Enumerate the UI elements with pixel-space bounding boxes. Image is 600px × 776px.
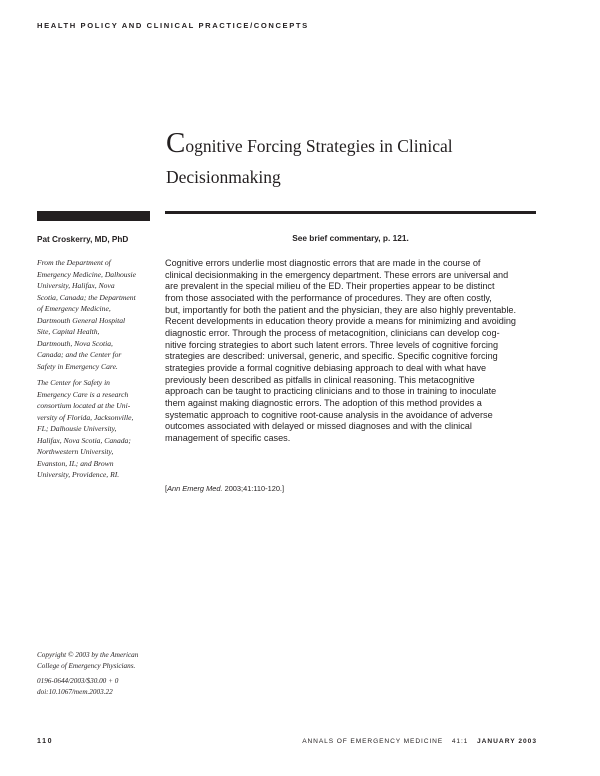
abstract-line: strategies are described: universal, generic, and specific. Specific cognitive forcing: [165, 351, 498, 362]
section-heading: HEALTH POLICY AND CLINICAL PRACTICE/CONCEPTS: [37, 21, 309, 30]
issn-line: 0196-0644/2003/$30.00 + 0: [37, 677, 119, 685]
affiliation-line: University, Providence, RI.: [37, 470, 120, 479]
commentary-note: See brief commentary, p. 121.: [292, 233, 409, 243]
copyright-notice: [37, 650, 157, 671]
affiliation-line: consortium located at the Uni-: [37, 401, 131, 410]
footer-journal: ANNALS OF EMERGENCY MEDICINE: [302, 738, 444, 745]
issn-doi: [37, 676, 118, 697]
affiliation-line: of Emergency Medicine,: [37, 304, 111, 313]
abstract-line: but, importantly for both the patient and the physician, they are also highly preventable.: [165, 304, 517, 315]
affiliation-line: versity of Florida, Jacksonville,: [37, 412, 134, 422]
abstract-line: clinical decisionmaking in the emergency department. These errors are universal and: [165, 269, 509, 280]
abstract-line: strategies provide a formal cognitive debiasing approach to deal with what have: [165, 362, 487, 373]
affiliation-line: Dartmouth General Hospital: [37, 315, 126, 325]
abstract-line: management of specific cases.: [165, 432, 291, 443]
footer-volume: 41:1: [451, 738, 469, 745]
citation: [165, 484, 284, 493]
page-number: 110: [37, 738, 54, 745]
affiliation-line: University, Halifax, Nova: [37, 281, 115, 290]
affiliation-line: Emergency Care is a research: [37, 389, 129, 399]
affiliation-line: Evanston, IL; and Brown: [37, 458, 114, 468]
abstract-line: them against making diagnostic errors. The adoption of this method provides a: [165, 397, 482, 408]
footer-date: JANUARY 2003: [476, 738, 537, 745]
citation-details: 2003;41:110-120.]: [222, 484, 285, 493]
running-footer: [302, 738, 537, 745]
affiliation-line: Emergency Medicine, Dalhousie: [37, 269, 137, 279]
affiliation-line: Canada; and the Center for: [37, 350, 122, 359]
title-line-1: [166, 129, 566, 162]
article-title: [166, 129, 566, 193]
title-rule: [165, 211, 536, 214]
center-affiliation: [37, 377, 153, 481]
affiliation-line: Safety in Emergency Care.: [37, 361, 118, 371]
abstract-line: diagnostic error. Through the process of metacognition, clinicians can develop cog-: [165, 327, 500, 338]
citation-journal: Ann Emerg Med.: [167, 484, 223, 493]
affiliation-line: Site, Capital Health,: [37, 327, 100, 336]
affiliation-line: FL; Dalhousie University,: [37, 424, 117, 433]
affiliation-line: The Center for Safety in: [37, 378, 110, 387]
left-column-bar: [37, 211, 150, 221]
doi-line: doi:10.1067/mem.2003.22: [37, 687, 113, 696]
abstract-line: from those associated with the performance of procedures. They are often costly,: [165, 292, 492, 303]
title-initial: C: [166, 127, 186, 159]
affiliation-line: Dartmouth, Nova Scotia,: [37, 338, 113, 348]
abstract-line: outcomes associated with delayed or missed diagnoses and with the clinical: [165, 421, 472, 432]
title-line-1-text: ognitive Forcing Strategies in Clinical: [185, 136, 453, 156]
abstract: [165, 258, 545, 445]
affiliation-line: Northwestern University,: [37, 447, 114, 456]
copyright-line: Copyright © 2003 by the American: [37, 651, 139, 659]
author-affiliation: [37, 257, 153, 372]
abstract-line: Recent developments in education theory provide a means for minimizing and avoiding: [165, 316, 517, 327]
author-name: Pat Croskerry, MD, PhD: [37, 235, 129, 244]
affiliation-line: Halifax, Nova Scotia, Canada;: [37, 435, 131, 445]
affiliation-line: From the Department of: [37, 258, 111, 267]
abstract-line: nitive forcing strategies to abort such latent errors. Three levels of cognitive forcing: [165, 339, 499, 350]
title-line-2: Decisionmaking: [166, 167, 281, 187]
affiliation-line: Scotia, Canada; the Department: [37, 292, 136, 302]
abstract-line: approach can be taught to practicing clinicians and to those in training to inoculate: [165, 386, 497, 397]
abstract-line: previously been described as pitfalls in clinical reasoning. This metacognitive: [165, 374, 475, 385]
citation-open: [: [165, 484, 168, 493]
abstract-line: Cognitive errors underlie most diagnostic errors that are made in the course of: [165, 258, 481, 268]
copyright-line: College of Emergency Physicians.: [37, 661, 136, 670]
abstract-line: systematic approach to cognitive root-cause analysis in the avoidance of adverse: [165, 409, 493, 420]
abstract-line: are prevalent in the special milieu of the ED. Their properties appear to be distinct: [165, 281, 495, 292]
